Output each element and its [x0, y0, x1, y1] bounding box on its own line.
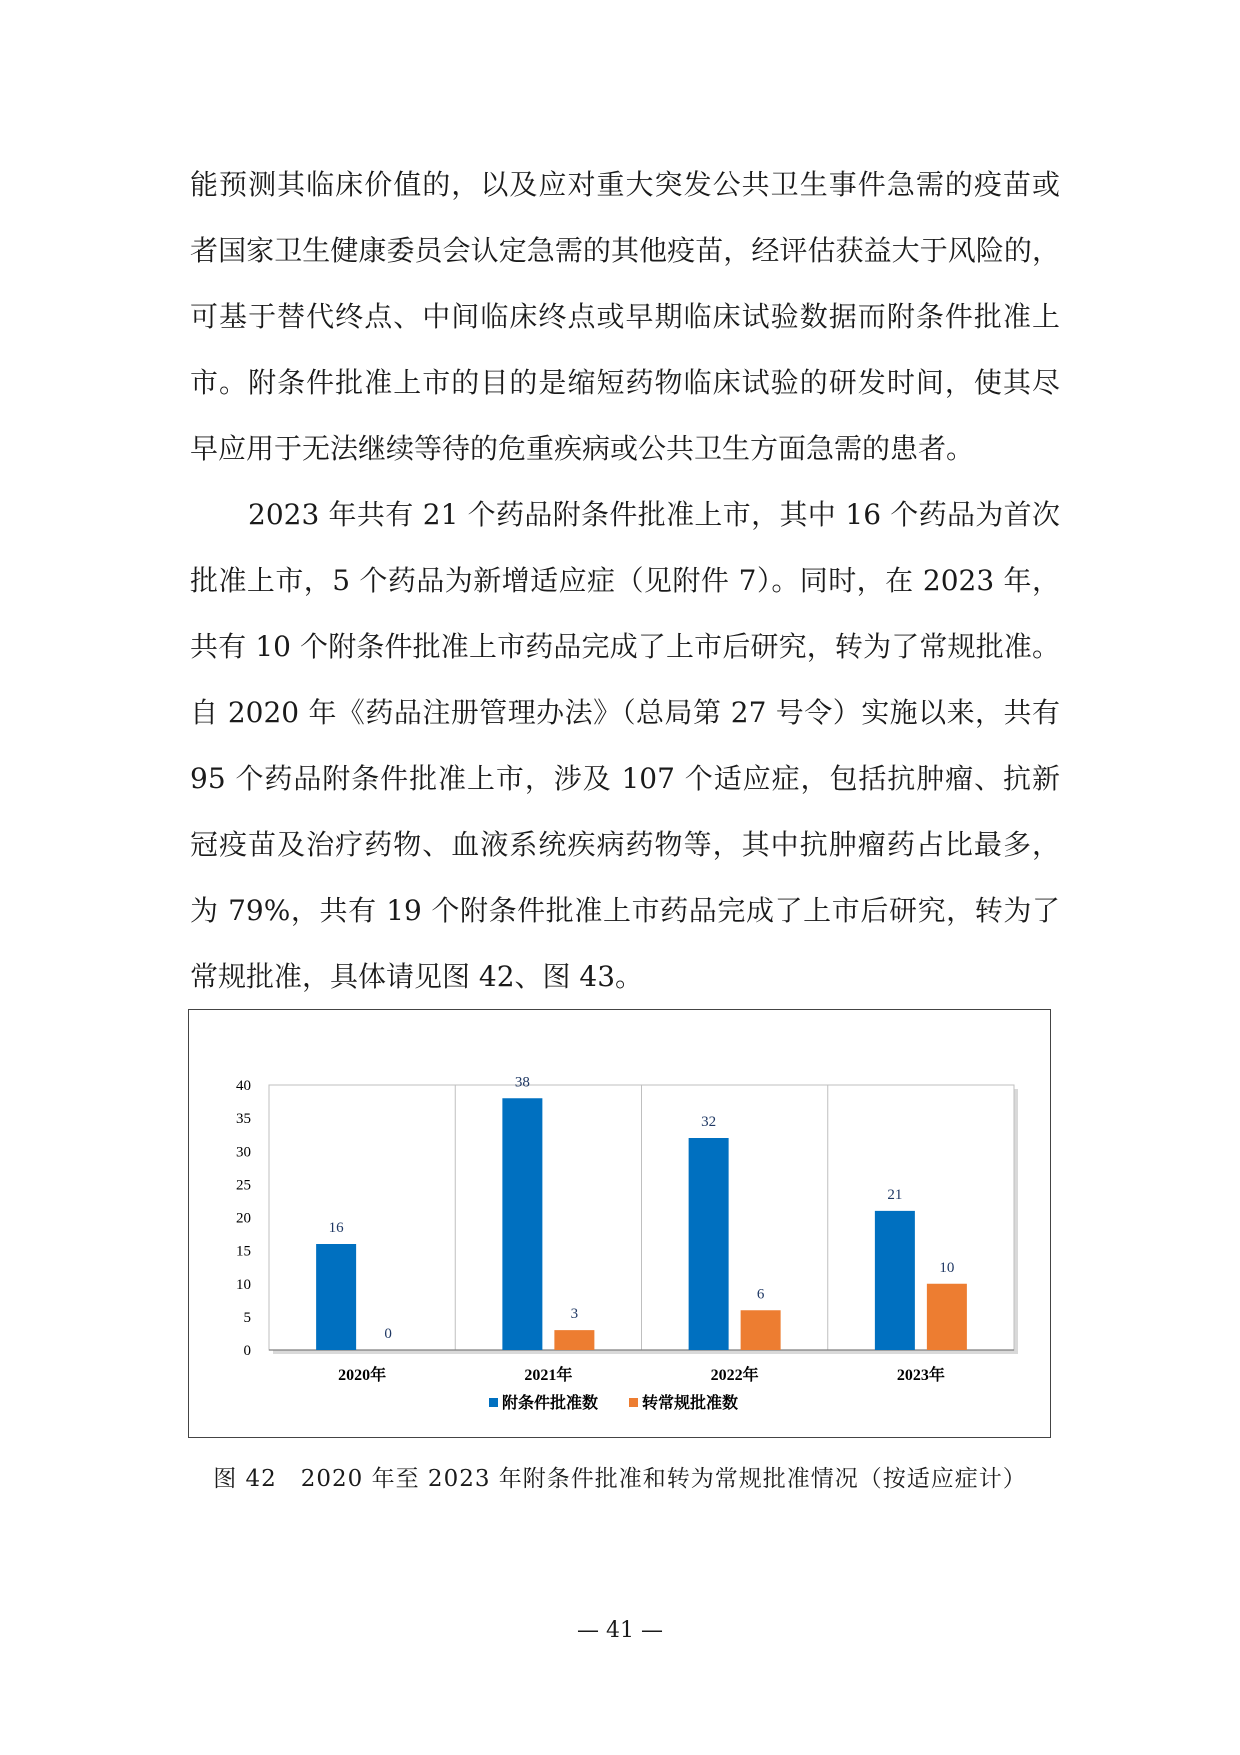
data-label: 32 — [701, 1114, 717, 1130]
y-tick-label: 15 — [236, 1243, 251, 1260]
x-tick-label: 2020年 — [338, 1367, 387, 1384]
bar-conditional — [689, 1138, 729, 1350]
data-label: 0 — [384, 1326, 392, 1342]
legend-swatch — [489, 1398, 498, 1407]
text-line: 者国家卫生健康委员会认定急需的其他疫苗，经评估获益大于风险的， — [190, 234, 1060, 267]
bar-conditional — [316, 1244, 356, 1350]
text-line: 能预测其临床价值的，以及应对重大突发公共卫生事件急需的疫苗或 — [190, 168, 1060, 201]
paragraph-conditional-approval-definition — [190, 152, 1060, 482]
x-tick-label: 2023年 — [896, 1367, 945, 1384]
bar-conditional — [502, 1098, 542, 1350]
data-label: 10 — [939, 1259, 955, 1276]
text-line: 批准上市，5 个药品为新增适应症（见附件 7）。同时，在 2023 年， — [190, 564, 1060, 597]
legend-label: 转常规批准数 — [642, 1395, 739, 1412]
chart-frame — [188, 1009, 1051, 1438]
data-label: 16 — [328, 1220, 344, 1236]
y-tick-label: 30 — [236, 1144, 251, 1161]
text-line: 自 2020 年《药品注册管理办法》（总局第 27 号令）实施以来，共有 — [190, 696, 1060, 729]
bar-conditional — [875, 1211, 915, 1350]
data-label: 21 — [887, 1186, 903, 1203]
legend-swatch — [629, 1398, 638, 1407]
text-line: 冠疫苗及治疗药物、血液系统疾病药物等，其中抗肿瘤药占比最多， — [190, 828, 1060, 861]
text-line: 可基于替代终点、中间临床终点或早期临床试验数据而附条件批准上 — [190, 300, 1060, 333]
x-tick-label: 2022年 — [710, 1367, 759, 1384]
text-line: 常规批准，具体请见图 42、图 43。 — [190, 960, 644, 993]
legend-label: 附条件批准数 — [502, 1395, 599, 1412]
text-line: 市。附条件批准上市的目的是缩短药物临床试验的研发时间，使其尽 — [190, 366, 1060, 399]
y-tick-label: 5 — [243, 1309, 251, 1326]
data-label: 3 — [570, 1306, 579, 1323]
data-label: 38 — [514, 1074, 530, 1091]
x-tick-label: 2021年 — [524, 1367, 573, 1384]
page-number: — 41 — — [577, 1618, 663, 1643]
y-tick-label: 10 — [236, 1276, 251, 1293]
bar-regular — [741, 1310, 781, 1350]
figure-caption: 图 42 2020 年至 2023 年附条件批准和转为常规批准情况（按适应症计） — [213, 1466, 1027, 1492]
paragraph-2023-statistics — [190, 482, 1060, 1010]
text-line: 共有 10 个附条件批准上市药品完成了上市后研究，转为了常规批准。 — [190, 630, 1060, 663]
bar-regular — [927, 1284, 967, 1350]
y-tick-label: 25 — [236, 1177, 251, 1194]
bar-regular — [554, 1330, 594, 1350]
bar-chart — [189, 1010, 1049, 1436]
y-tick-label: 0 — [243, 1343, 251, 1359]
y-tick-label: 20 — [236, 1210, 251, 1227]
y-tick-label: 40 — [236, 1078, 251, 1094]
text-line: 早应用于无法继续等待的危重疾病或公共卫生方面急需的患者。 — [190, 432, 975, 465]
y-tick-label: 35 — [236, 1111, 251, 1128]
text-line: 95 个药品附条件批准上市，涉及 107 个适应症，包括抗肿瘤、抗新 — [190, 762, 1060, 795]
data-label: 6 — [756, 1286, 765, 1303]
text-line: 2023 年共有 21 个药品附条件批准上市，其中 16 个药品为首次 — [248, 498, 1060, 531]
text-line: 为 79%，共有 19 个附条件批准上市药品完成了上市后研究，转为了 — [190, 894, 1060, 927]
